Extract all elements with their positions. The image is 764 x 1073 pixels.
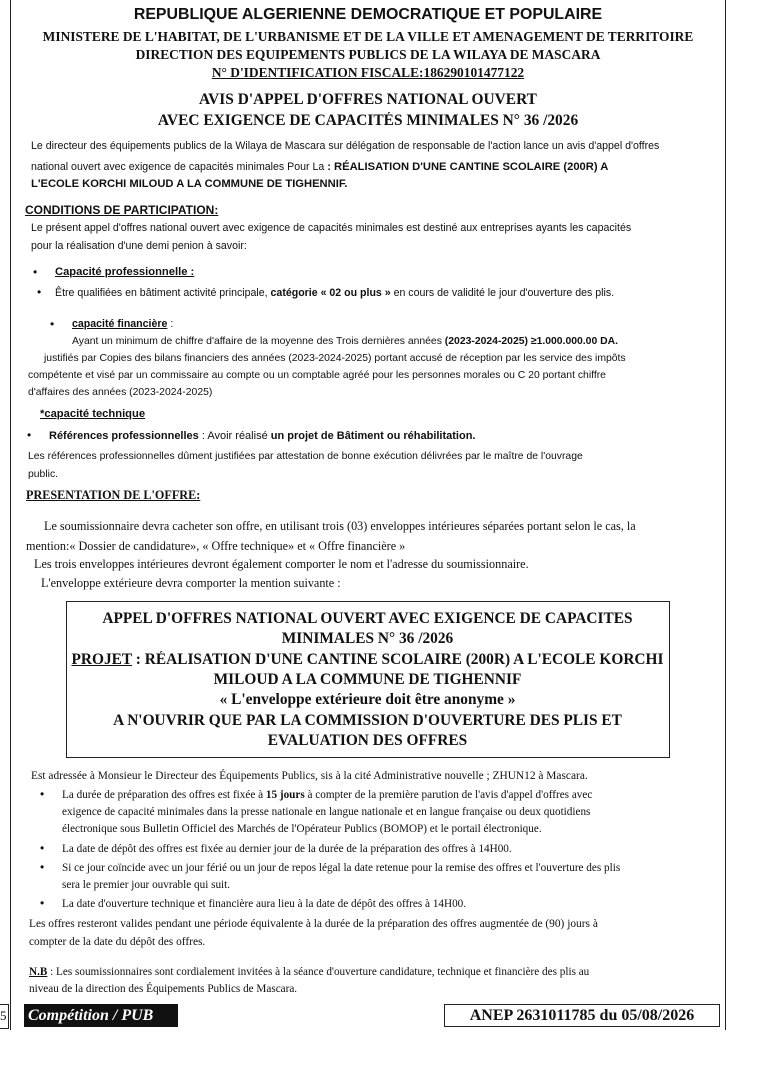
bullet-icon: • bbox=[37, 285, 42, 299]
conditions-p1: Le présent appel d'offres national ouvert avec exigence de capacités minimales est destiné aux entreprises ayants les capacités bbox=[31, 222, 632, 234]
envelope-mention-box bbox=[66, 601, 670, 758]
cap-pro-category: catégorie « 02 ou plus » bbox=[270, 287, 391, 299]
financiere-line-3: compétente et visé par un commissaire au compte ou un comptable agréé pour les personnes morales ou C 20 portant chiffre bbox=[28, 370, 606, 381]
intro-line-1: Le directeur des équipements publics de la Wilaya de Mascara sur délégation de responsable de l'action lance un avis d'appel d'offres bbox=[31, 140, 660, 152]
references-label: Références professionnelles bbox=[49, 430, 199, 442]
duration-text-a: La durée de préparation des offres est fixée à bbox=[62, 789, 266, 801]
header-fiscal-id: N° D'IDENTIFICATION FISCALE:186290101477122 bbox=[211, 65, 525, 80]
address-line: Est adressée à Monsieur le Directeur des Équipements Publics, sis à la cité Administrative nouvelle ; ZHUN12 à Mascara. bbox=[31, 770, 588, 782]
box-project-text: : RÉALISATION D'UNE CANTINE SCOLAIRE (200R) A L'ECOLE KORCHI bbox=[131, 651, 664, 668]
duration-line-2: exigence de capacité minimales dans la presse nationale en langue nationale et en langue française ou deux quotidiens bbox=[62, 806, 591, 818]
references-line-2: Les références professionnelles dûment justifiées par attestation de bonne exécution délivrées par le maître de l'ouvrage bbox=[28, 451, 583, 462]
bullet-icon: • bbox=[40, 787, 45, 801]
capacite-technique-label: *capacité technique bbox=[40, 408, 146, 420]
references-line bbox=[49, 430, 475, 442]
notice-subtitle: AVEC EXIGENCE DE CAPACITÉS MINIMALES N° 36 /2026 bbox=[157, 112, 579, 129]
box-line-5: « L'enveloppe extérieure doit être anonyme » bbox=[219, 691, 516, 708]
bullet-icon: • bbox=[40, 896, 45, 910]
references-text: : Avoir réalisé bbox=[198, 430, 271, 442]
box-project-label: PROJET bbox=[71, 651, 132, 668]
box-line-1: APPEL D'OFFRES NATIONAL OUVERT AVEC EXIGENCE DE CAPACITES bbox=[102, 610, 633, 627]
references-line-3: public. bbox=[28, 469, 59, 480]
nb-line-1 bbox=[29, 966, 589, 978]
intro-line-3: L'ECOLE KORCHI MILOUD A LA COMMUNE DE TIGHENNIF. bbox=[31, 178, 348, 190]
nb-text: : Les soumissionnaires sont cordialement invitées à la séance d'ouverture candidature, technique et financière des plis au bbox=[47, 966, 590, 978]
presentation-heading: PRESENTATION DE L'OFFRE: bbox=[26, 488, 201, 502]
validity-line-1: Les offres resteront valides pendant une période équivalente à la durée de la préparation des offres augmentée de (90) jours à bbox=[29, 918, 598, 930]
intro-line-2-text: national ouvert avec exigence de capacités minimales Pour La bbox=[31, 161, 328, 173]
opening-date-line: La date d'ouverture technique et financière aura lieu à la date de dépôt des offres à 14H00. bbox=[62, 898, 467, 910]
notice-title: AVIS D'APPEL D'OFFRES NATIONAL OUVERT bbox=[199, 91, 537, 108]
holiday-line-1: Si ce jour coïncide avec un jour férié ou un jour de repos légal la date retenue pour la remise des offres et l'ouverture des plis bbox=[62, 862, 621, 874]
presentation-p4: L'enveloppe extérieure devra comporter la mention suivante : bbox=[41, 576, 341, 590]
nb-line-2: niveau de la direction des Équipements Publics de Mascara. bbox=[29, 983, 298, 995]
cap-fin-colon: : bbox=[167, 318, 174, 330]
anep-reference: ANEP 2631011785 du 05/08/2026 bbox=[444, 1004, 720, 1027]
bullet-icon: • bbox=[33, 265, 38, 279]
bullet-icon: • bbox=[40, 841, 45, 855]
header-direction: DIRECTION DES EQUIPEMENTS PUBLICS DE LA WILAYA DE MASCARA bbox=[135, 47, 601, 62]
nb-label: N.B bbox=[29, 966, 48, 978]
financiere-line-4: d'affaires des années (2023-2024-2025) bbox=[28, 387, 213, 398]
box-line-4: MILOUD A LA COMMUNE DE TIGHENNIF bbox=[213, 671, 522, 688]
conditions-heading: CONDITIONS DE PARTICIPATION: bbox=[25, 203, 219, 217]
page-number: 5 bbox=[0, 1004, 9, 1029]
box-line-6: A N'OUVRIR QUE PAR LA COMMISSION D'OUVERTURE DES PLIS ET bbox=[113, 712, 622, 729]
intro-line-2 bbox=[31, 161, 608, 173]
presentation-p3: Les trois enveloppes intérieures devront également comporter le nom et l'adresse du soumissionnaire. bbox=[34, 557, 529, 571]
section-label: Compétition / PUB bbox=[24, 1004, 178, 1027]
financiere-line-1 bbox=[72, 336, 618, 347]
validity-line-2: compter de la date du dépôt des offres. bbox=[29, 936, 206, 948]
box-line-2: MINIMALES N° 36 /2026 bbox=[281, 630, 454, 647]
fin-line-1-amount: (2023-2024-2025) ≥1.000.000.00 DA. bbox=[444, 336, 619, 347]
duration-text-c: à compter de la première parution de l'avis d'appel d'offres avec bbox=[304, 789, 593, 801]
box-line-7: EVALUATION DES OFFRES bbox=[267, 732, 468, 749]
bullet-icon: • bbox=[40, 860, 45, 874]
deposit-date-line: La date de dépôt des offres est fixée au dernier jour de la durée de la préparation des offres à 14H00. bbox=[62, 843, 512, 855]
fin-line-1-text: Ayant un minimum de chiffre d'affaire de la moyenne des Trois dernières années bbox=[72, 336, 445, 347]
duration-line-3: électronique sous Bulletin Officiel des Marchés de l'Opérateur Publics (BOMOP) et le portail électronique. bbox=[62, 823, 542, 835]
bullet-icon: • bbox=[50, 317, 55, 331]
references-project: un projet de Bâtiment ou réhabilitation. bbox=[270, 430, 476, 442]
page-frame bbox=[10, 0, 726, 1030]
intro-project-text: : RÉALISATION D'UNE CANTINE SCOLAIRE (200R) A bbox=[327, 161, 609, 173]
capacite-professionnelle-text bbox=[55, 287, 614, 299]
conditions-p2: pour la réalisation d'une demi penion à savoir: bbox=[31, 240, 247, 252]
duration-line-1 bbox=[62, 789, 592, 801]
presentation-p1: Le soumissionnaire devra cacheter son offre, en utilisant trois (03) enveloppes intérieures séparées portant selon le cas, la bbox=[44, 519, 636, 533]
financiere-line-2: justifiés par Copies des bilans financiers des années (2023-2024-2025) portant accusé de réception par les service des impôts bbox=[44, 353, 626, 364]
cap-pro-part-c: en cours de validité le jour d'ouverture des plis. bbox=[390, 287, 615, 299]
capacite-professionnelle-label: Capacité professionnelle : bbox=[55, 266, 195, 278]
box-line-3 bbox=[69, 651, 665, 669]
bullet-icon: • bbox=[27, 428, 32, 442]
holiday-line-2: sera le premier jour ouvrable qui suit. bbox=[62, 879, 231, 891]
header-republic: REPUBLIQUE ALGERIENNE DEMOCRATIQUE ET POPULAIRE bbox=[133, 6, 603, 23]
cap-fin-label-text: capacité financière bbox=[72, 318, 168, 330]
presentation-p2: mention:« Dossier de candidature», « Offre technique» et « Offre financière » bbox=[26, 539, 406, 553]
cap-pro-part-a: Être qualifiées en bâtiment activité principale, bbox=[55, 287, 271, 299]
duration-days: 15 jours bbox=[265, 789, 305, 801]
capacite-financiere-label bbox=[72, 318, 173, 330]
header-ministry: MINISTERE DE L'HABITAT, DE L'URBANISME ET DE LA VILLE ET AMENAGEMENT DE TERRITOIRE bbox=[42, 29, 694, 44]
